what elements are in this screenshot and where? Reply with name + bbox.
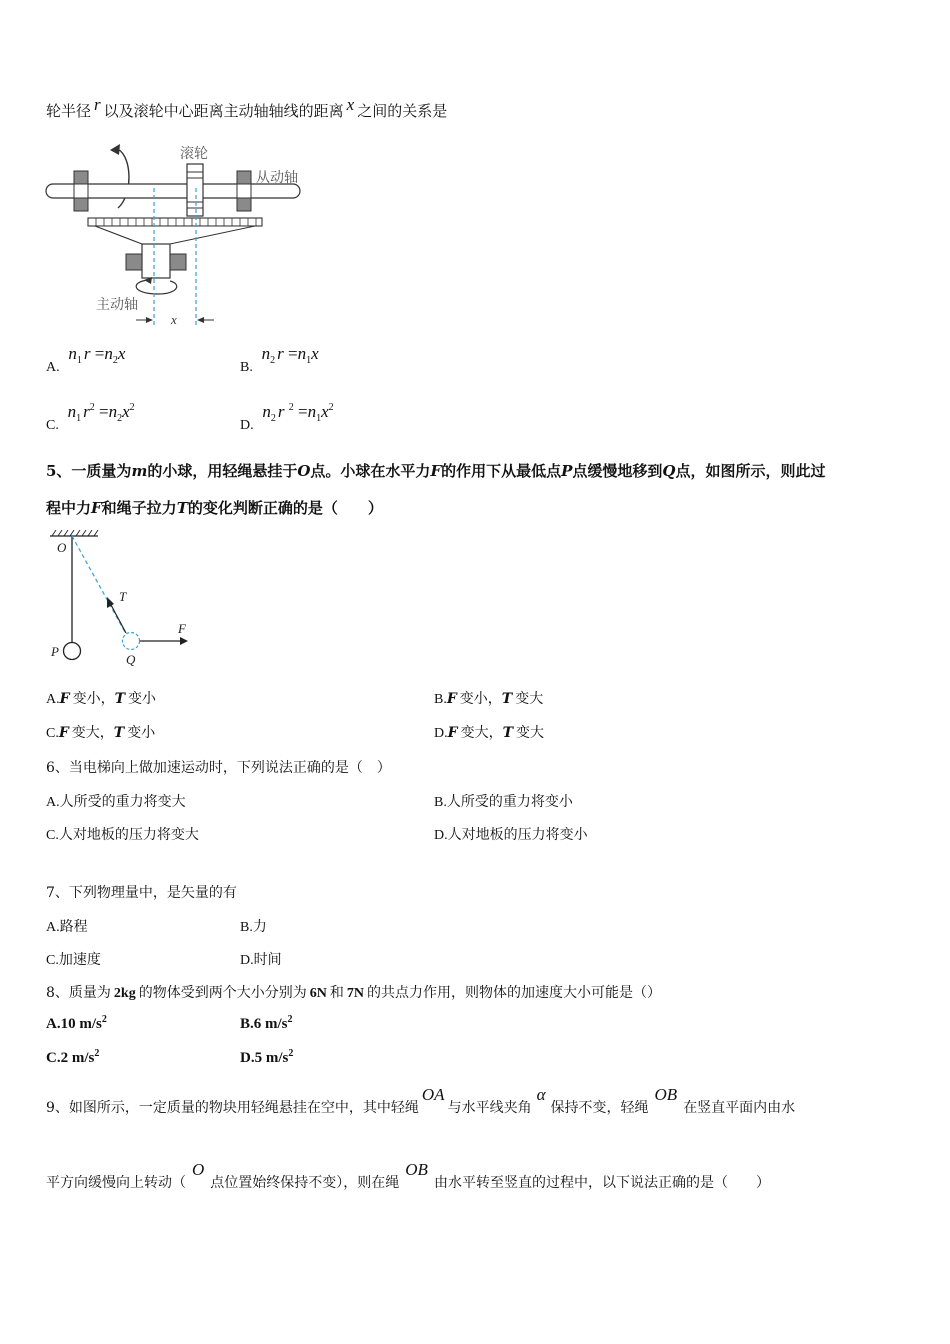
ball-p [64,643,81,660]
rotation-arrow-driven [115,148,129,208]
label-x: x [171,312,177,327]
driver-shaft [142,244,170,278]
q6-option-b[interactable]: B.人所受的重力将变小 [434,794,573,810]
q4-option-a[interactable]: A. $n_1$ $r =n_2x$ [46,344,126,375]
q7-option-d[interactable]: D.时间 [240,952,282,968]
q6-option-c[interactable]: C.人对地板的压力将变大 [46,827,199,843]
q5-option-b[interactable]: B.F 变小，T 变大 [434,691,544,707]
pendulum-diagram [48,530,198,670]
q7-option-a[interactable]: A.路程 [46,919,88,935]
label-driven-shaft: 从动轴 [256,170,298,186]
q5-stem-line1: 5、一质量为m的小球，用轻绳悬挂于O点。小球在水平力F的作用下从最低点P点缓慢地移到Q点，如图所示，则此过 [46,462,826,480]
q4-option-c[interactable]: C. $n_1$ $r^2 =n_2x^2$ [46,402,135,433]
label-p: P [51,644,59,659]
disk-hub-taper [95,226,255,244]
var-x: x [346,95,355,114]
label-t: T [119,589,127,604]
label-o: O [57,540,67,555]
q8-option-c[interactable]: C.2 $m/s^2$ [46,1048,100,1066]
q6-option-a[interactable]: A.人所受的重力将变大 [46,794,186,810]
q7-stem: 7、下列物理量中，是矢量的有 [46,885,237,901]
q9-stem-line2: 平方向缓慢向上转动（O点位置始终保持不变），则在绳OB由水平转至竖直的过程中，以下说法正确的是（ ） [46,1160,770,1191]
q6-option-d[interactable]: D.人对地板的压力将变小 [434,827,588,843]
q5-option-c[interactable]: C.F 变大，T 变小 [46,725,156,741]
rotation-arrow-driver [136,280,177,294]
driving-disk [88,218,262,226]
q9-stem-line1: 9、如图所示，一定质量的物块用轻绳悬挂在空中，其中轻绳OA与水平线夹角α保持不变，轻绳OB在竖直平面内由水 [46,1085,796,1116]
q7-option-b[interactable]: B.力 [240,919,267,935]
tension-arrow [110,603,126,633]
q5-option-d[interactable]: D.F 变大，T 变大 [434,725,544,741]
q5-stem-line2: 程中力F和绳子拉力T的变化判断正确的是（ ） [46,499,383,517]
ball-q [123,633,140,650]
q8-option-a[interactable]: A.10 $m/s^2$ [46,1014,107,1032]
label-q: Q [126,652,136,667]
label-driver-shaft: 主动轴 [96,297,138,313]
q8-option-b[interactable]: B.6 $m/s^2$ [240,1014,293,1032]
q8-option-d[interactable]: D.5 $m/s^2$ [240,1048,294,1066]
q4-option-d[interactable]: D. $n_2$ r $^2 =n_1x^2$ [240,402,334,433]
q4-stem: 轮半径 r 以及滚轮中心距离主动轴轴线的距离 x 之间的关系是 [46,95,448,120]
roller-diagram [40,138,330,333]
q7-option-c[interactable]: C.加速度 [46,952,101,968]
q6-stem: 6、当电梯向上做加速运动时，下列说法正确的是（ ） [46,760,391,776]
q5-option-a[interactable]: A.F 变小，T 变小 [46,691,156,707]
label-f: F [178,621,186,636]
bearing-bottom-left [126,254,142,270]
q8-stem: 8、质量为 2kg 的物体受到两个大小分别为 6N 和 7N 的共点力作用，则物体的加速度大小可能是（） [46,985,661,1001]
rope-to-q [72,536,126,634]
label-roller: 滚轮 [180,146,208,162]
rotation-arrowhead-driven [110,144,120,155]
var-r: r [94,95,101,114]
bearing-bottom-right [170,254,186,270]
q4-option-b[interactable]: B. $n_2$ $r =n_1x$ [240,344,319,375]
